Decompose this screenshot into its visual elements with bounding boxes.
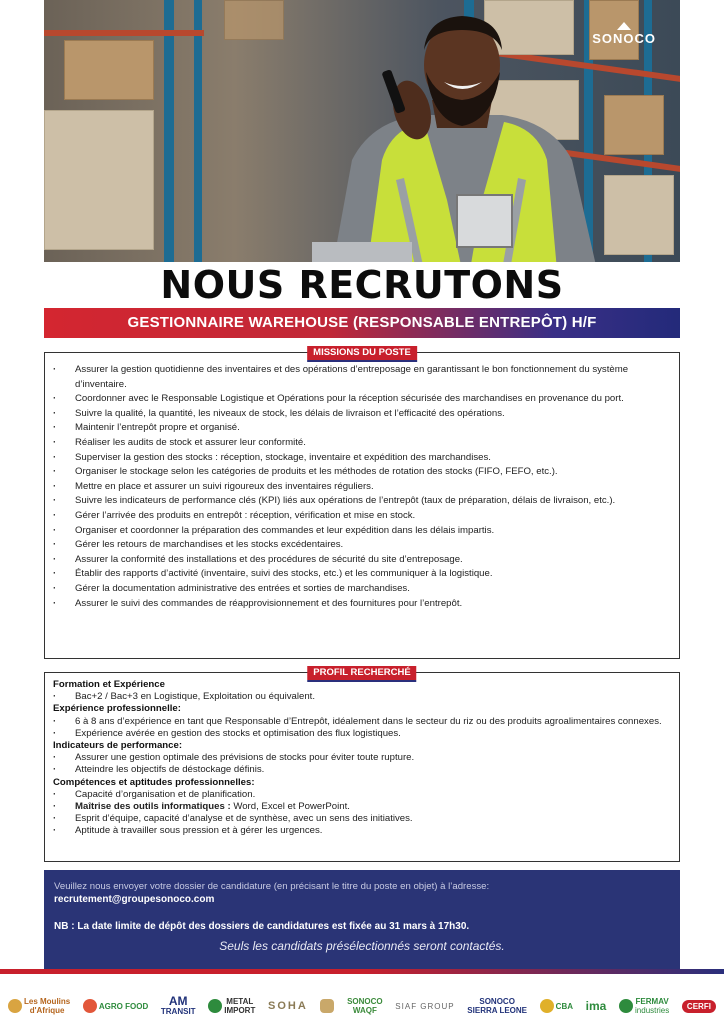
cba-logo: CBA — [540, 999, 573, 1013]
sonoco-logo-icon — [617, 22, 631, 30]
list-item: · Gérer l’arrivée des produits en entrepôt : réception, vérification et mise en stock. — [53, 509, 671, 524]
moulins-afrique-logo: Les Moulins d'Afrique — [8, 997, 70, 1015]
it-skills-label: Maîtrise des outils informatiques : — [75, 801, 231, 813]
list-item: · 6 à 8 ans d’expérience en tant que Responsable d’Entrepôt, idéalement dans le secteur du riz ou des produits agroalimentaires connexes. — [53, 716, 671, 728]
list-item: · Gérer les retours de marchandises et les stocks excédentaires. — [53, 538, 671, 553]
missions-list — [53, 363, 671, 611]
list-item: · Assurer la gestion quotidienne des inventaires et des opérations d’entreposage en garantissant le bon fonctionnement du système d’inventaire. — [53, 363, 671, 392]
sonoco-sierra-leone-logo: SONOCO SIERRA LEONE — [467, 997, 528, 1015]
fermav-logo: FERMAV industries — [619, 997, 669, 1015]
list-item: · Mettre en place et assurer un suivi rigoureux des inventaires réguliers. — [53, 480, 671, 495]
missions-tag: MISSIONS DU POSTE — [307, 346, 417, 360]
shortlist-note: Seuls les candidats présélectionnés seront contactés. — [219, 939, 505, 953]
formation-heading: Formation et Expérience — [53, 679, 165, 690]
man-photo — [312, 10, 612, 262]
list-item: · Aptitude à travailler sous pression et à gérer les urgences. — [53, 825, 671, 837]
list-item: · Organiser le stockage selon les catégories de produits et les méthodes de rotation des stocks (FIFO, FEFO, etc.). — [53, 465, 671, 480]
list-item: · Gérer la documentation administrative des entrées et sorties de marchandises. — [53, 582, 671, 597]
leaf-icon — [540, 999, 554, 1013]
list-item: · Superviser la gestion des stocks : réception, stockage, inventaire et expédition des marchandises. — [53, 451, 671, 466]
list-item: · Esprit d’équipe, capacité d’analyse et de synthèse, avec un sens des initiatives. — [53, 813, 671, 825]
contact-email-link[interactable]: recrutement@groupesonoco.com — [54, 894, 215, 905]
skills-heading: Compétences et aptitudes professionnelles: — [53, 776, 255, 788]
wheat-icon — [8, 999, 22, 1013]
sonoco-logo: SONOCO — [592, 22, 656, 46]
experience-heading: Expérience professionnelle: — [53, 703, 181, 715]
deadline-note: NB : La date limite de dépôt des dossiers de candidatures est fixée au 31 mars à 17h30. — [54, 921, 470, 932]
list-item — [53, 801, 671, 813]
list-item: · Assurer la conformité des installations et des procédures de sécurité du site d’entreposage. — [53, 553, 671, 568]
indicators-heading: Indicateurs de performance: — [53, 740, 183, 752]
contact-section — [44, 870, 680, 970]
people-icon — [619, 999, 633, 1013]
am-transit-logo: AM TRANSIT — [160, 993, 196, 1016]
list-item: · Atteindre les objectifs de déstockage définis. — [53, 764, 671, 776]
page-title: NOUS RECRUTONS — [160, 263, 564, 307]
crest-icon — [320, 999, 334, 1013]
ima-logo: ima — [585, 998, 607, 1013]
siaf-group-logo: SIAF GROUP — [395, 1001, 455, 1011]
partner-logos — [8, 988, 716, 1024]
hero-photo — [44, 0, 680, 262]
it-skills-value: Word, Excel et PowerPoint. — [230, 801, 350, 813]
list-item: · Bac+2 / Bac+3 en Logistique, Exploitation ou équivalent. — [53, 691, 671, 703]
list-item: · Suivre la qualité, la quantité, les niveaux de stock, les délais de livraison et l’efficacité des opérations. — [53, 407, 671, 422]
list-item: · Coordonner avec le Responsable Logistique et Opérations pour la réception sécurisée des marchandises en provenance du port. — [53, 392, 671, 407]
cerfi-logo: CERFI — [682, 1000, 716, 1013]
list-item: · Assurer une gestion optimale des prévisions de stocks pour éviter toute rupture. — [53, 752, 671, 764]
job-title-banner: GESTIONNAIRE WAREHOUSE (RESPONSABLE ENTREPÔT) H/F — [44, 308, 680, 338]
list-item: · Organiser et coordonner la préparation des commandes et leur expédition dans les délais impartis. — [53, 524, 671, 539]
footer-stripe — [0, 969, 724, 974]
list-item: · Réaliser les audits de stock et assurer leur conformité. — [53, 436, 671, 451]
sonoco-waqf-logo: SONOCO WAQF — [347, 997, 383, 1015]
fruit-icon — [83, 999, 97, 1013]
list-item: · Capacité d’organisation et de planification. — [53, 789, 671, 801]
list-item: · Assurer le suivi des commandes de réapprovisionnement et des fournitures pour l’entrepôt. — [53, 597, 671, 612]
list-item: · Maintenir l’entrepôt propre et organisé. — [53, 421, 671, 436]
profile-section — [44, 667, 680, 862]
profile-tag: PROFIL RECHERCHÉ — [307, 666, 416, 680]
soha-logo: SOHA — [267, 999, 308, 1012]
metal-import-logo: METAL IMPORT — [208, 997, 255, 1015]
missions-section — [44, 347, 680, 659]
list-item: · Suivre les indicateurs de performance clés (KPI) liés aux opérations de l’entrepôt (taux de préparation, délais de livraison, etc.). — [53, 494, 671, 509]
emblem-logo — [320, 999, 334, 1013]
mi-badge-icon — [208, 999, 222, 1013]
agro-food-logo: AGRO FOOD — [83, 999, 148, 1013]
list-item: · Établir des rapports d’activité (inventaire, suivi des stocks, etc.) et les communiquer à la logistique. — [53, 567, 671, 582]
list-item: · Expérience avérée en gestion des stocks et optimisation des flux logistiques. — [53, 728, 671, 740]
contact-intro: Veuillez nous envoyer votre dossier de candidature (en précisant le titre du poste en objet) à l’adresse: — [54, 881, 490, 892]
